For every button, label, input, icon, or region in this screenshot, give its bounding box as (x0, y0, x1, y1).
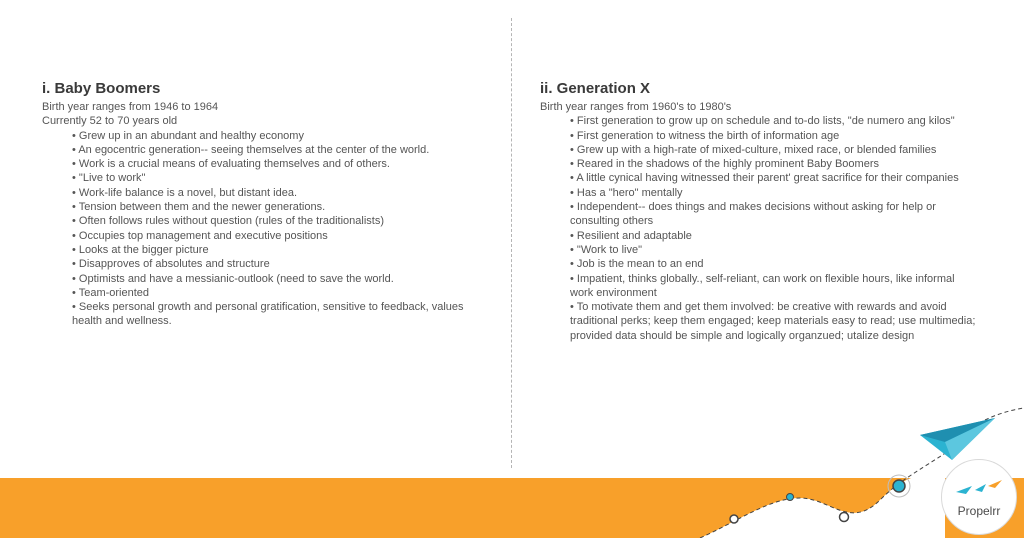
white-hill-shape (700, 474, 945, 538)
list-item: • "Work to live" (570, 243, 642, 256)
baby-boomers-section (42, 80, 482, 329)
list-item: • Job is the mean to an end (570, 258, 704, 271)
list-item: • Grew up with a high-rate of mixed-culture, mixed race, or blended families (570, 143, 937, 156)
list-item: • A little cynical having witnessed their parent' great sacrifice for their companies (570, 172, 959, 185)
list-item: • Seeks personal growth and personal gratification, sensitive to feedback, values health and wellness. (72, 301, 464, 328)
list-item: • An egocentric generation-- seeing themselves at the center of the world. (72, 143, 430, 156)
propelrr-logo (941, 459, 1017, 535)
list-item: • Disapproves of absolutes and structure (72, 258, 270, 271)
list-item: • Resilient and adaptable (570, 229, 692, 242)
list-item: • Impatient, thinks globally., self-reliant, can work on flexible hours, like informal work environment (570, 272, 955, 299)
list-item: • Tension between them and the newer generations. (72, 201, 326, 214)
list-item: • First generation to grow up on schedule and to-do lists, "de numero ang kilos" (570, 115, 955, 128)
list-item: • Reared in the shadows of the highly prominent Baby Boomers (570, 158, 879, 171)
path-node-dot (840, 513, 849, 522)
list-item: • Grew up in an abundant and healthy economy (72, 129, 304, 142)
birth-year-range: Birth year ranges from 1960's to 1980's (540, 101, 732, 113)
list-item: • Often follows rules without question (rules of the traditionalists) (72, 215, 385, 228)
list-item: • First generation to witness the birth of information age (570, 129, 840, 142)
list-item: • Team-oriented (72, 286, 150, 299)
section-heading: ii. Generation X (540, 80, 651, 97)
list-item: • Optimists and have a messianic-outlook (need to save the world. (72, 272, 394, 285)
paper-plane-icon (920, 418, 995, 460)
logo-text: Propelrr (957, 504, 1001, 518)
list-item: • Work-life balance is a novel, but distant idea. (72, 186, 298, 199)
current-age-range: Currently 52 to 70 years old (42, 115, 178, 128)
list-item: • To motivate them and get them involved: be creative with rewards and avoid traditional perks; keep them engaged; keep materials easy to read; use multimedia; provided data should be simple and logically organzued; utalize design (570, 301, 976, 342)
list-item: • Has a "hero" mentally (570, 186, 683, 199)
list-item: • "Live to work" (72, 172, 146, 185)
path-node-dot (730, 515, 738, 523)
list-item: • Looks at the bigger picture (72, 243, 209, 256)
list-item: • Work is a crucial means of evaluating themselves and of others. (72, 158, 390, 171)
path-node-dot (893, 480, 905, 492)
trait-list (42, 129, 482, 329)
list-item: • Occupies top management and executive positions (72, 229, 328, 242)
paper-plane-path-decoration (0, 380, 1024, 538)
generation-x-section (540, 80, 980, 343)
dashed-flight-path (985, 408, 1024, 420)
trait-list (540, 114, 980, 343)
list-item: • Independent-- does things and makes decisions without asking for help or consulting others (570, 201, 936, 228)
birth-year-range: Birth year ranges from 1946 to 1964 (42, 101, 219, 113)
path-node-dot (787, 494, 794, 501)
section-heading: i. Baby Boomers (42, 80, 161, 97)
